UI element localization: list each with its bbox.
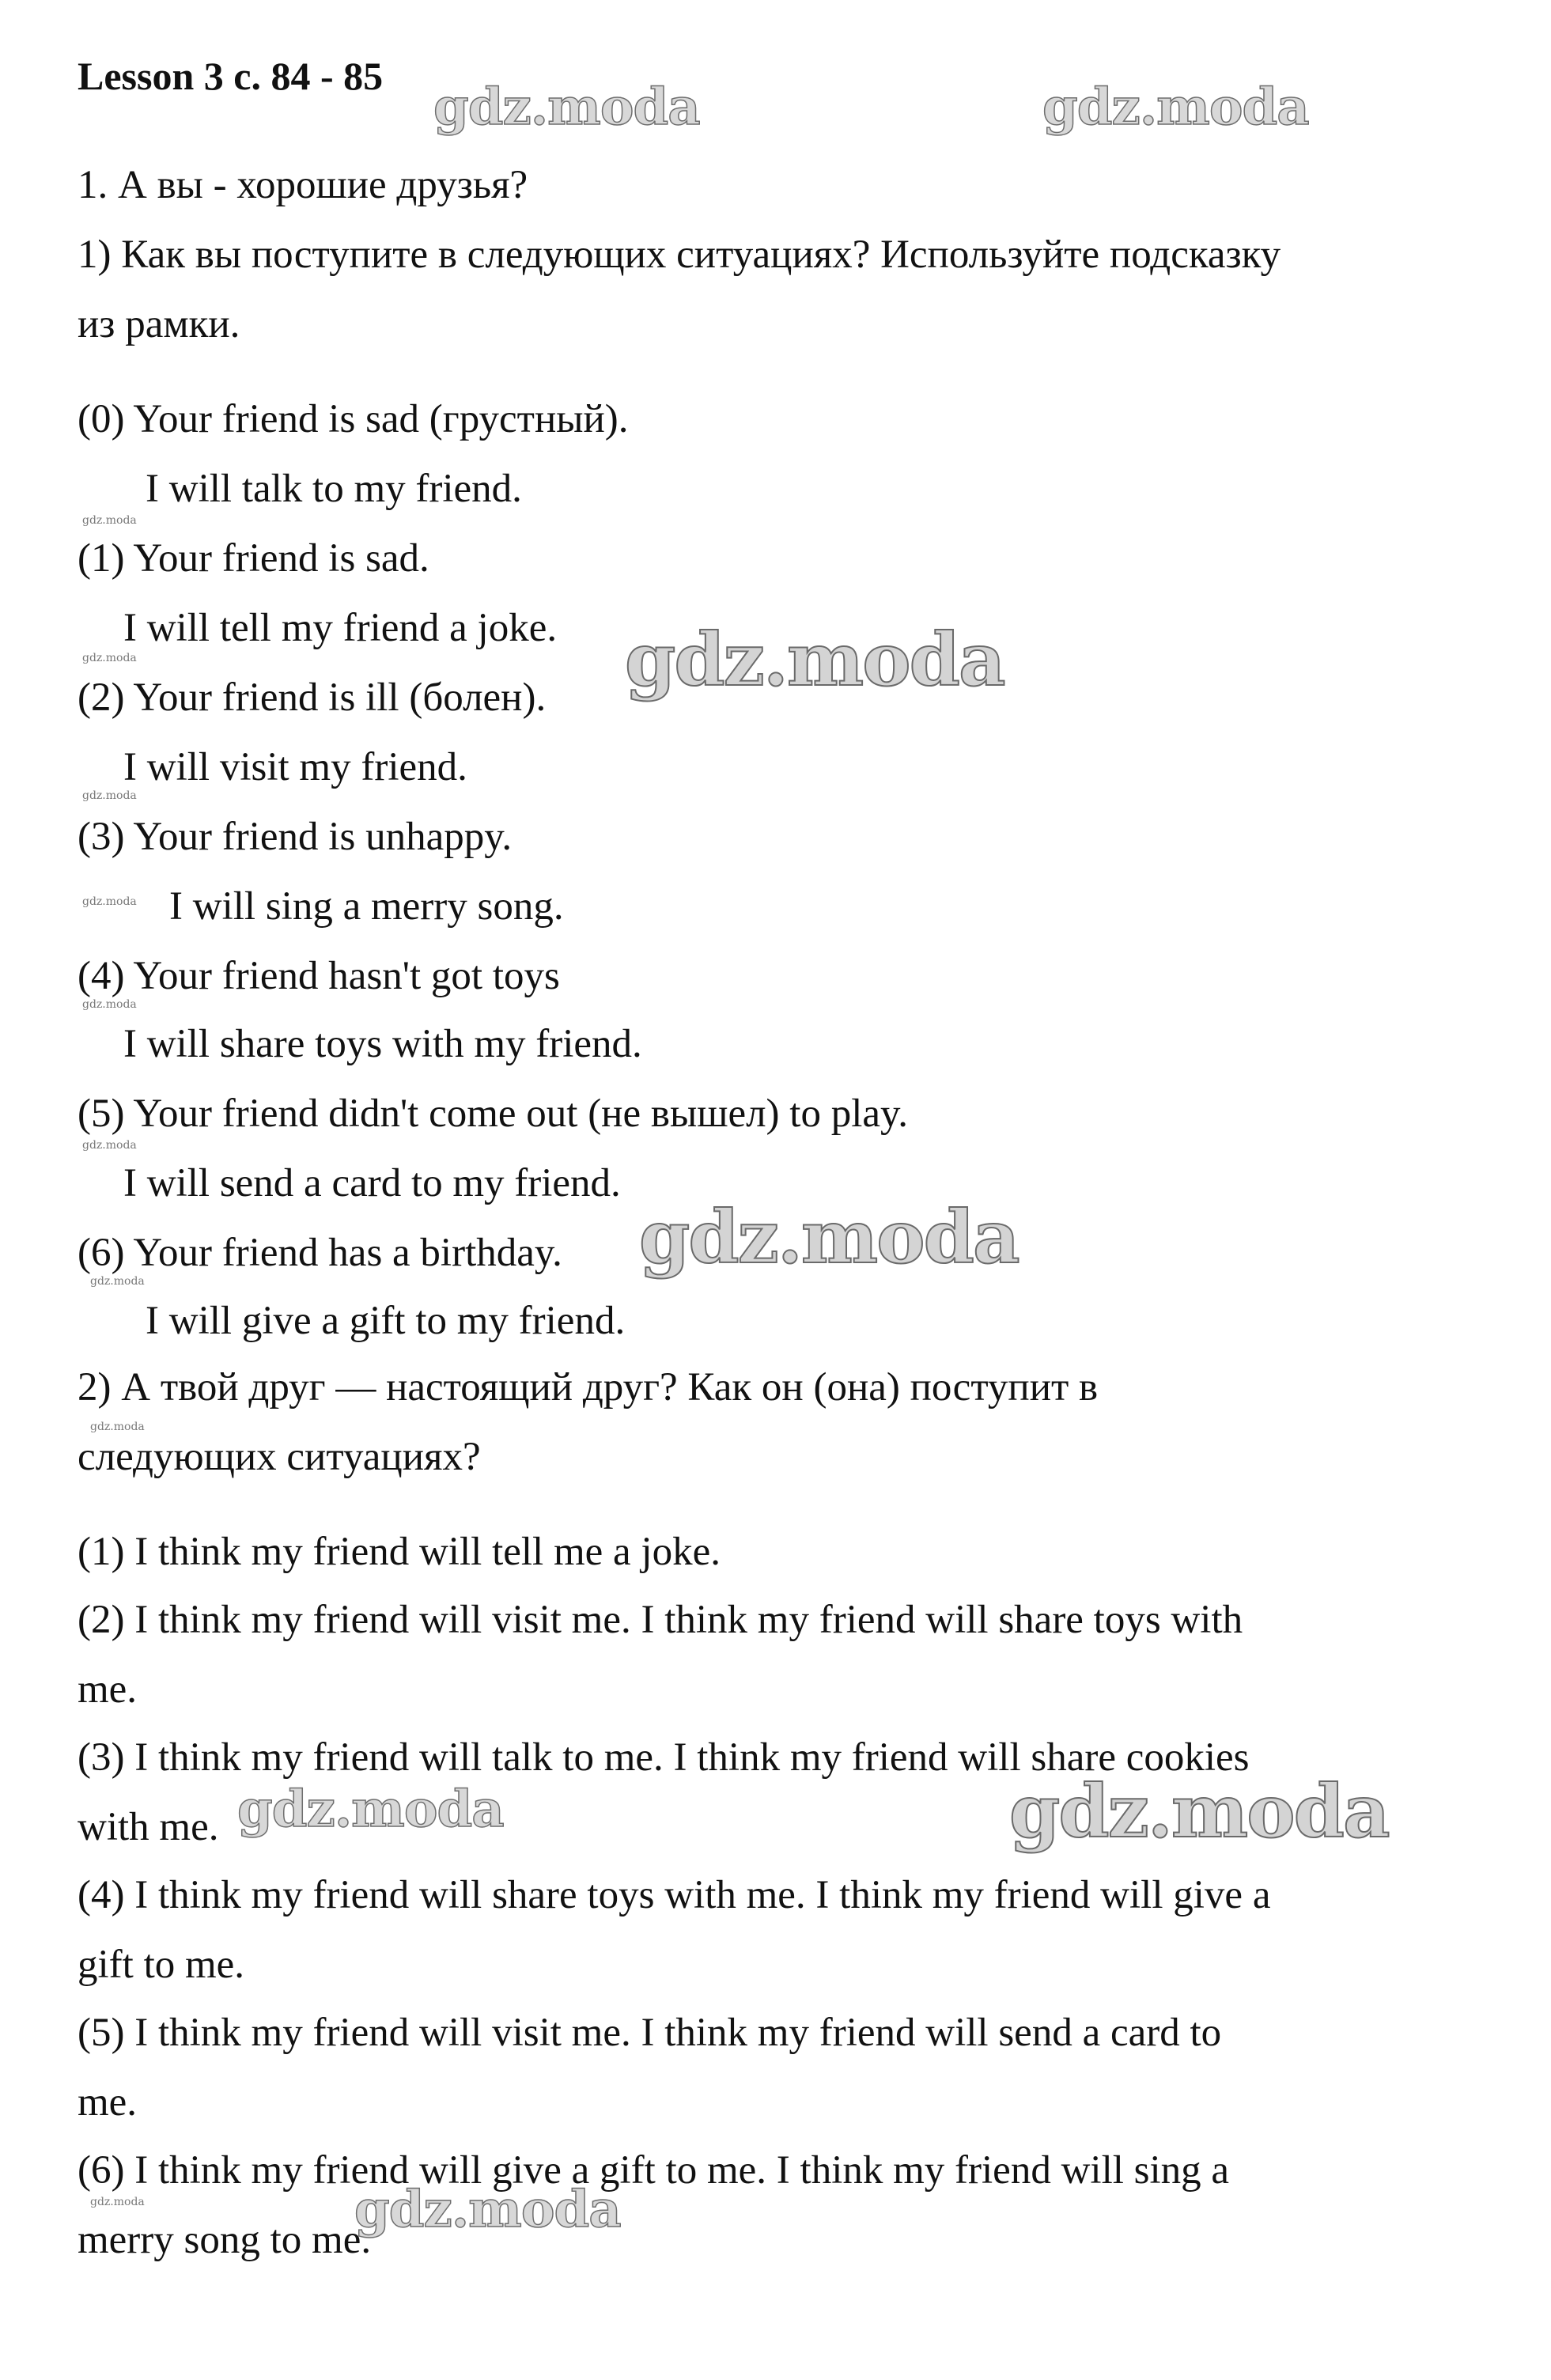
- situation-line: (0) Your friend is sad (грустный).: [78, 397, 629, 441]
- situation-line: (2) Your friend is ill (болен).: [78, 675, 547, 720]
- watermark: gdz.moda: [90, 1275, 145, 1288]
- watermark: gdz.moda: [1009, 1769, 1389, 1854]
- answer-line: (2) I think my friend will visit me. I think my friend will share toys with: [78, 1598, 1243, 1642]
- situation-line: (4) Your friend hasn't got toys: [78, 954, 560, 998]
- watermark: gdz.moda: [82, 652, 137, 664]
- answer-line: I will tell my friend a joke.: [123, 606, 558, 650]
- answer-line: (4) I think my friend will share toys with me. I think my friend will give a: [78, 1873, 1271, 1917]
- answer-line: I will send a card to my friend.: [123, 1161, 621, 1205]
- answer-line: I will share toys with my friend.: [123, 1022, 642, 1066]
- answer-line: I will give a gift to my friend.: [146, 1299, 626, 1343]
- watermark: gdz.moda: [625, 617, 1004, 702]
- task-instruction: из рамки.: [78, 302, 240, 346]
- answer-line: with me.: [78, 1805, 219, 1849]
- exercise-heading: 1. А вы - хорошие друзья?: [78, 163, 528, 207]
- answer-line: I will talk to my friend.: [146, 467, 522, 511]
- answer-line: (3) I think my friend will talk to me. I think my friend will share cookies: [78, 1735, 1250, 1780]
- watermark: gdz.moda: [354, 2180, 621, 2239]
- watermark: gdz.moda: [639, 1194, 1019, 1280]
- watermark: gdz.moda: [82, 514, 137, 527]
- situation-line: (3) Your friend is unhappy.: [78, 815, 513, 859]
- task-instruction: следующих ситуациях?: [78, 1435, 481, 1479]
- watermark: gdz.moda: [433, 78, 700, 137]
- answer-line: (5) I think my friend will visit me. I think my friend will send a card to: [78, 2011, 1222, 2055]
- task-instruction: 2) А твой друг — настоящий друг? Как он (она) поступит в: [78, 1365, 1099, 1409]
- watermark: gdz.moda: [90, 1421, 145, 1433]
- situation-line: (1) Your friend is sad.: [78, 536, 429, 581]
- answer-line: me.: [78, 1667, 138, 1712]
- answer-line: (1) I think my friend will tell me a joke.: [78, 1530, 721, 1574]
- watermark: gdz.moda: [1042, 78, 1309, 137]
- situation-line: (6) Your friend has a birthday.: [78, 1231, 562, 1275]
- answer-line: I will visit my friend.: [123, 745, 467, 789]
- situation-line: (5) Your friend didn't come out (не вышел) to play.: [78, 1092, 908, 1136]
- answer-line: gift to me.: [78, 1943, 245, 1987]
- watermark: gdz.moda: [82, 998, 137, 1011]
- watermark: gdz.moda: [82, 895, 137, 908]
- watermark: gdz.moda: [90, 2196, 145, 2208]
- watermark: gdz.moda: [82, 789, 137, 802]
- task-instruction: 1) Как вы поступите в следующих ситуациях? Используйте подсказку: [78, 233, 1281, 277]
- answer-line: merry song to me.: [78, 2218, 372, 2262]
- answer-line: me.: [78, 2080, 138, 2125]
- answer-line: (6) I think my friend will give a gift to me. I think my friend will sing a: [78, 2148, 1230, 2193]
- watermark: gdz.moda: [237, 1780, 504, 1839]
- watermark: gdz.moda: [82, 1139, 137, 1152]
- page-title: Lesson 3 с. 84 - 85: [78, 54, 384, 98]
- answer-line: I will sing a merry song.: [169, 884, 564, 929]
